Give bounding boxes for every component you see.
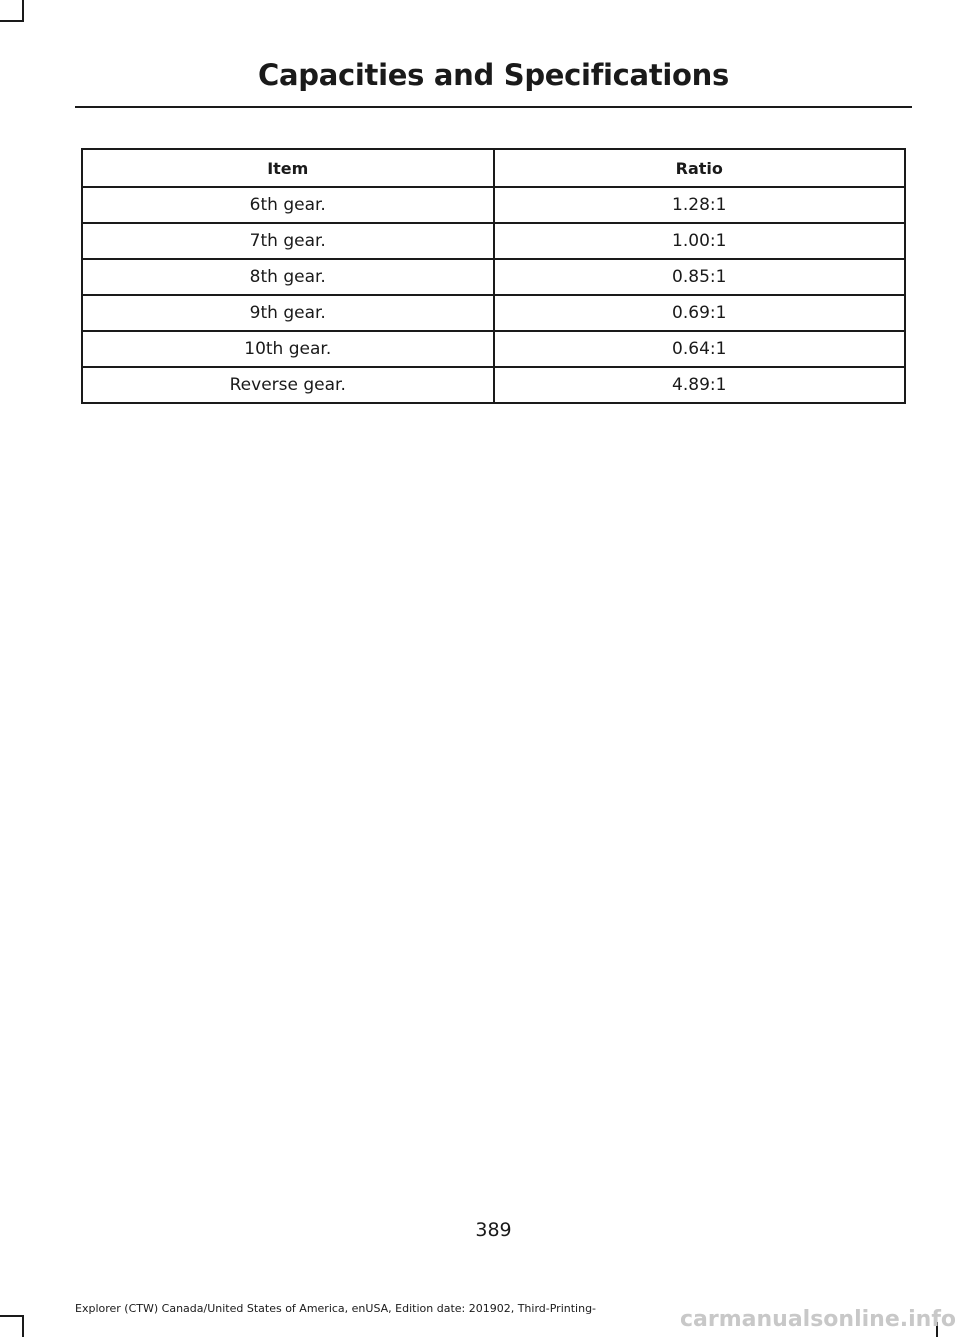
ratio-cell: 1.28:1 <box>494 187 906 223</box>
watermark: carmanualsonline.info <box>680 1307 956 1332</box>
gear-ratio-table <box>81 148 906 404</box>
item-cell: Reverse gear. <box>82 367 494 403</box>
item-cell: 8th gear. <box>82 259 494 295</box>
table-row <box>82 223 905 259</box>
crop-mark-top-left-horizontal <box>0 20 22 22</box>
item-cell: 6th gear. <box>82 187 494 223</box>
table-row <box>82 331 905 367</box>
page-number: 389 <box>475 1219 512 1241</box>
page-title: Capacities and Specifications <box>258 58 729 92</box>
crop-mark-bottom-left-vertical <box>22 1315 24 1337</box>
table-row <box>82 259 905 295</box>
ratio-cell: 1.00:1 <box>494 223 906 259</box>
item-cell: 9th gear. <box>82 295 494 331</box>
table-row <box>82 295 905 331</box>
item-cell: 10th gear. <box>82 331 494 367</box>
header-rule <box>75 106 912 108</box>
table-header-row <box>82 149 905 187</box>
crop-mark-top-left-vertical <box>22 0 24 22</box>
ratio-cell: 0.85:1 <box>494 259 906 295</box>
edition-footer: Explorer (CTW) Canada/United States of America, enUSA, Edition date: 201902, Third-Printing- <box>75 1302 597 1315</box>
ratio-cell: 4.89:1 <box>494 367 906 403</box>
column-header-item: Item <box>82 149 494 187</box>
ratio-cell: 0.69:1 <box>494 295 906 331</box>
item-cell: 7th gear. <box>82 223 494 259</box>
ratio-cell: 0.64:1 <box>494 331 906 367</box>
crop-mark-bottom-left-horizontal <box>0 1315 22 1317</box>
table-row <box>82 367 905 403</box>
table-row <box>82 187 905 223</box>
column-header-ratio: Ratio <box>494 149 906 187</box>
